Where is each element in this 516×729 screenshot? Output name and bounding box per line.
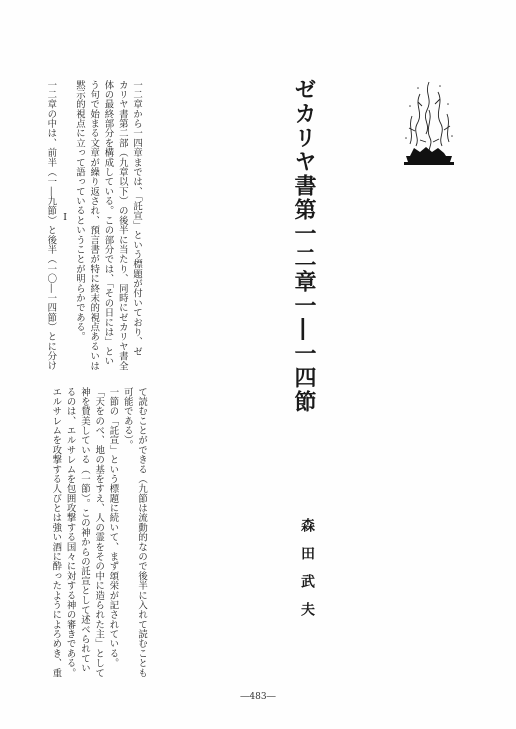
body-text-lower [48,387,148,678]
text-line: う句で始まる文章が繰り返され、預言書が特に終末的視点あるいは [88,80,100,371]
text-line: て読むことができる（九節は流動的なので後半に入れて読むことも [136,387,148,678]
author-name: 森田武夫 [299,518,315,630]
article-title: ゼカリヤ書第一二章一―一四節 [291,78,317,414]
flame-icon [400,76,458,176]
text-line: るのは、エルサレムを包囲攻撃する国々に対する神の審きである。 [64,387,76,678]
text-line: 神を賛美している（一節）。この神からの託宣として述べられてい [78,387,90,674]
text-line: 一節の「託宣」という標題に続いて、まず頌栄が記されている。 [107,387,119,669]
text-line: 可能である）。 [121,387,133,451]
text-line: カリヤ書第二部（九章以下）の後半に当たり、同時にゼカリヤ書全 [116,80,128,371]
text-line: エルサレムを攻撃する人びとは強い酒に酔ったようによろめき、重 [50,387,62,678]
text-line: 一二章の中は、前半（一―九節）と後半（一〇―一四節）とに分け [45,80,57,371]
page-number: ―483― [240,692,276,702]
body-text-upper [43,80,143,371]
text-line: 一二章から一四章までは、「託宣」という標題が付いており、ゼ [131,80,143,357]
text-line: 体の最終部分を構成している。この部分では、「その日には」とい [102,80,114,367]
text-line: 黙示的視点に立って語っているということが明らかである。 [73,80,85,342]
section-heading: Ⅰ [59,211,71,224]
text-line: 「天をのべ、地の基をすえ、人の霊をその中に造られた主」として [93,387,105,678]
burning-bush-illustration [400,76,458,176]
